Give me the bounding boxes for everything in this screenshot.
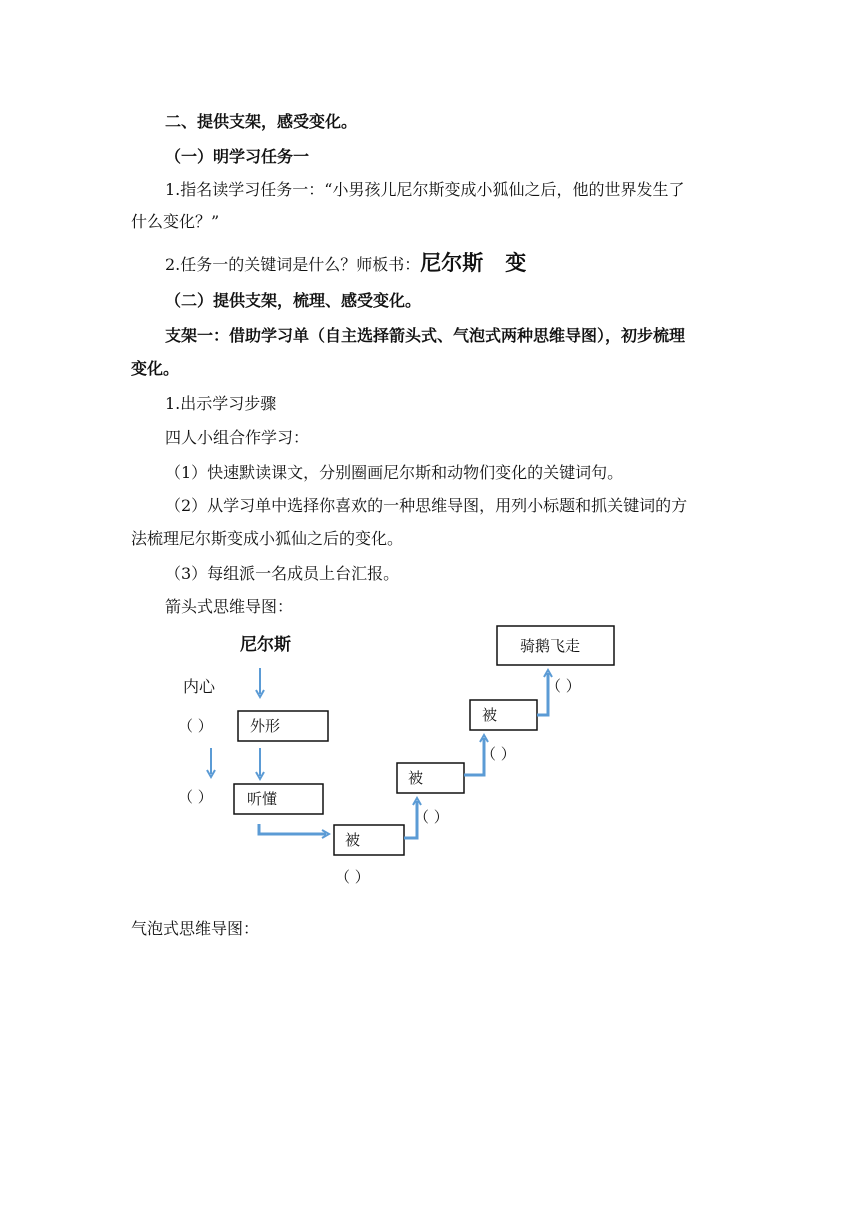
blank-bei-1: （ ） [335,868,370,886]
blank-goose: （ ） [546,677,581,695]
box-bei-3 [470,700,537,730]
box-appearance-label: 外形 [250,717,281,735]
board-word-nils: 尼尔斯 [420,250,484,275]
box-bei-1-label: 被 [345,831,361,849]
step-3: （3）每组派一名成员上台汇报。 [165,564,400,583]
box-understand-label: 听懂 [247,790,278,808]
task2-prefix: 2.任务一的关键词是什么？师板书： [165,255,421,274]
step-2-line-2: 法梳理尼尔斯变成小狐仙之后的变化。 [131,529,404,548]
task1-line-1: 1.指名读学习任务一：“小男孩儿尼尔斯变成小狐仙之后，他的世界发生了 [165,180,685,199]
bubble-map-label: 气泡式思维导图： [131,919,260,938]
section-heading-2: 二、提供支架，感受变化。 [165,112,358,131]
blank-inner-1: （ ） [178,717,213,735]
box-bei-2-label: 被 [408,769,424,787]
blank-bei-2: （ ） [414,808,449,826]
step-title: 1.出示学习步骤 [165,394,277,413]
board-word-change: 变 [505,250,527,275]
box-bei-3-label: 被 [482,706,498,724]
part-2-heading: （二）提供支架，梳理、感受变化。 [165,291,422,310]
map-title: 尼尔斯 [240,635,291,655]
support1-line-2: 变化。 [131,359,180,378]
step-2-line-1: （2）从学习单中选择你喜欢的一种思维导图，用列小标题和抓关键词的方 [165,496,688,515]
task1-line-2: 什么变化？” [131,212,220,231]
support1-line-1: 支架一：借助学习单（自主选择箭头式、气泡式两种思维导图），初步梳理 [165,326,686,345]
blank-bei-3: （ ） [481,745,516,763]
box-goose-label: 骑鹅飞走 [520,637,581,655]
part-1-heading: （一）明学习任务一 [165,147,310,166]
group-study: 四人小组合作学习： [165,428,310,447]
inner-label: 内心 [183,677,216,696]
connector-to-bei-1 [259,824,326,834]
blank-inner-2: （ ） [178,788,213,806]
step-1: （1）快速默读课文，分别圈画尼尔斯和动物们变化的关键词句。 [165,463,624,482]
arrow-map-label: 箭头式思维导图： [165,597,294,616]
